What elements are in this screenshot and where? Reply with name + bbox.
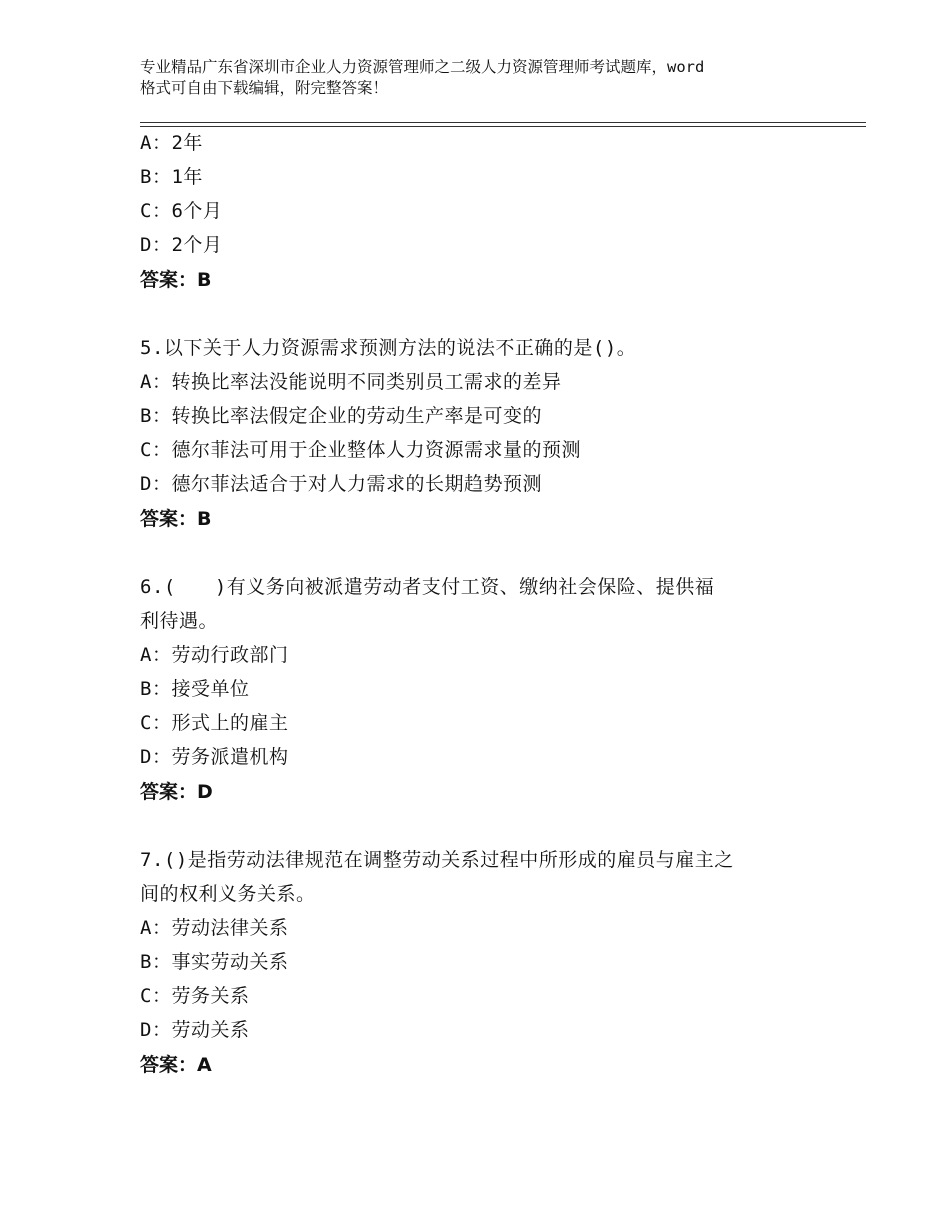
q7-stem-line-2: 间的权利义务关系。 <box>140 883 316 905</box>
q6-option-a: A：劳动行政部门 <box>140 644 289 666</box>
q5-option-c: C：德尔菲法可用于企业整体人力资源需求量的预测 <box>140 439 581 461</box>
q6-option-d: D：劳务派遣机构 <box>140 746 289 768</box>
q7-option-a: A：劳动法律关系 <box>140 917 289 939</box>
q6-stem-line-1: 6.( )有义务向被派遣劳动者支付工资、缴纳社会保险、提供福 <box>140 576 715 598</box>
q6-option-c: C：形式上的雇主 <box>140 712 289 734</box>
q7-answer: 答案：A <box>140 1054 212 1076</box>
q7-option-d: D：劳动关系 <box>140 1019 250 1041</box>
q5-answer: 答案：B <box>140 508 212 530</box>
q4-option-b: B：1年 <box>140 166 203 188</box>
q5-option-b: B：转换比率法假定企业的劳动生产率是可变的 <box>140 405 542 427</box>
q6-stem-line-2: 利待遇。 <box>140 610 219 632</box>
q7-option-b: B：事实劳动关系 <box>140 951 289 973</box>
q4-option-d: D：2个月 <box>140 234 223 256</box>
q7-option-c: C：劳务关系 <box>140 985 250 1007</box>
document-header <box>140 57 830 99</box>
q4-option-c: C：6个月 <box>140 200 223 222</box>
q4-option-a: A：2年 <box>140 132 203 154</box>
q7-stem-line-1: 7.()是指劳动法律规范在调整劳动关系过程中所形成的雇员与雇主之 <box>140 849 734 871</box>
q5-stem: 5.以下关于人力资源需求预测方法的说法不正确的是()。 <box>140 337 637 359</box>
q6-option-b: B：接受单位 <box>140 678 250 700</box>
header-divider-top <box>140 122 866 123</box>
header-title-line-2: 格式可自由下载编辑，附完整答案！ <box>140 79 389 97</box>
q6-answer: 答案：D <box>140 781 213 803</box>
header-title-line-1: 专业精品广东省深圳市企业人力资源管理师之二级人力资源管理师考试题库，word <box>140 58 705 76</box>
q4-answer: 答案：B <box>140 269 212 291</box>
q5-option-d: D：德尔菲法适合于对人力需求的长期趋势预测 <box>140 473 542 495</box>
q5-option-a: A：转换比率法没能说明不同类别员工需求的差异 <box>140 371 562 393</box>
header-divider-bottom <box>140 126 866 127</box>
